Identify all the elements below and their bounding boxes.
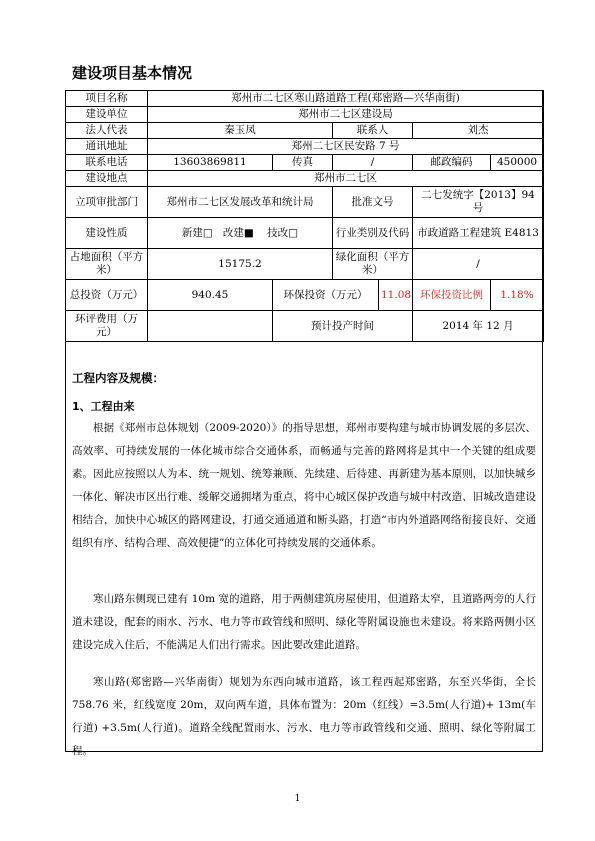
address-value: 郑州二七区民安路 7 号 — [148, 139, 544, 155]
env-invest-label: 环保投资（万元） — [273, 280, 379, 311]
table-row — [66, 218, 544, 249]
address-label: 通讯地址 — [66, 139, 148, 155]
paragraph: 寒山路东侧现已建有 10m 宽的道路，用于两侧建筑房屋使用，但道路太窄，且道路两旁的人行道未建设，配套的雨水、污水、电力等市政管线和照明、绿化等附属设施也未建设。将来路两侧小区建设完成入住后，不能满足人们出行需求。因此要改建此道路。 — [72, 593, 536, 651]
builder-value: 郑州市二七区建设局 — [148, 107, 544, 123]
fax-value: / — [333, 155, 413, 171]
legal-rep-label: 法人代表 — [66, 123, 148, 139]
eia-cost-label: 环评费用（万元） — [66, 311, 148, 342]
table-row — [66, 155, 544, 171]
phone-label: 联系电话 — [66, 155, 148, 171]
section-heading: 工程内容及规模： — [72, 371, 164, 385]
industry-label: 行业类别及代码 — [333, 218, 413, 249]
nature-rebuild-checkbox: 改建■ — [222, 226, 254, 239]
eia-cost-value — [148, 311, 273, 342]
area-label: 占地面积（平方米） — [66, 249, 148, 280]
nature-tech-checkbox: 技改□ — [267, 226, 299, 239]
paragraph: 根据《郑州市总体规划（2009-2020）》的指导思想，郑州市要构建与城市协调发展的多层次、高效率、可持续发展的一体化城市综合交通体系，而畅通与完善的路网将是其中一个关键的组成要素。因此应按照以人为本、统一规划、统筹兼顾、先续建、后待建、再新建为基本原则，以加快城乡一体化、解决市区出行难、缓解交通拥堵为重点，将中心城区保护改造与城中村改造、旧城改造建设相结合，加快中心城区的路网建设，打通交通通道和断头路，打造“市内外道路网络衔接良好、交通组织有序、结构合理、高效便捷”的立体化可持续发展的交通体系。 — [72, 422, 536, 549]
phone-value: 13603869811 — [148, 155, 273, 171]
table-row — [66, 139, 544, 155]
subsection-heading: 1、工程由来 — [72, 400, 135, 413]
project-info-table — [65, 90, 544, 342]
nature-label: 建设性质 — [66, 218, 148, 249]
project-name-label: 项目名称 — [66, 91, 148, 107]
approval-no-value: 二七发统字【2013】94 号 — [413, 187, 544, 218]
table-row — [66, 249, 544, 280]
table-row — [66, 91, 544, 107]
contact-label: 联系人 — [333, 123, 413, 139]
project-name-value: 郑州市二七区寒山路道路工程(郑密路—兴华南街) — [148, 91, 544, 107]
page-number: 1 — [294, 794, 301, 804]
postcode-value: 450000 — [491, 155, 544, 171]
builder-label: 建设单位 — [66, 107, 148, 123]
operation-label: 预计投产时间 — [273, 311, 413, 342]
location-value: 郑州市二七区 — [148, 171, 544, 187]
nature-options — [148, 218, 333, 249]
env-invest-value: 11.08 — [379, 280, 413, 311]
env-ratio-value: 1.18% — [491, 280, 544, 311]
paragraph: 寒山路(郑密路—兴华南街）规划为东西向城市道路，该工程西起郑密路，东至兴华街，全长 758.76 米，红线宽度 20m，双向两车道，具体布置为：20m（红线）=3.5m(人行道)+ 13m(车行道) +3.5m(人行道)。道路全线配置雨水、污水、电力等市政管线和交通、照明、绿化等附属工程。 — [72, 676, 536, 757]
table-row — [66, 107, 544, 123]
legal-rep-value: 秦玉凤 — [148, 123, 333, 139]
table-row — [66, 171, 544, 187]
nature-new-checkbox: 新建□ — [181, 226, 213, 239]
approval-dept-label: 立项审批部门 — [66, 187, 148, 218]
fax-label: 传真 — [273, 155, 333, 171]
table-row — [66, 280, 544, 311]
approval-dept-value: 郑州市二七区发展改革和统计局 — [148, 187, 333, 218]
green-label: 绿化面积（平方米） — [333, 249, 413, 280]
contact-value: 刘杰 — [413, 123, 544, 139]
area-value: 15175.2 — [148, 249, 333, 280]
operation-value: 2014 年 12 月 — [413, 311, 544, 342]
postcode-label: 邮政编码 — [413, 155, 491, 171]
total-invest-label: 总投资（万元） — [66, 280, 148, 311]
total-invest-value: 940.45 — [148, 280, 273, 311]
table-row — [66, 187, 544, 218]
green-value: / — [413, 249, 544, 280]
industry-value: 市政道路工程建筑 E4813 — [413, 218, 544, 249]
table-row — [66, 311, 544, 342]
table-row — [66, 123, 544, 139]
env-ratio-label: 环保投资比例 — [413, 280, 491, 311]
approval-no-label: 批准文号 — [333, 187, 413, 218]
page-title: 建设项目基本情况 — [72, 64, 193, 82]
location-label: 建设地点 — [66, 171, 148, 187]
